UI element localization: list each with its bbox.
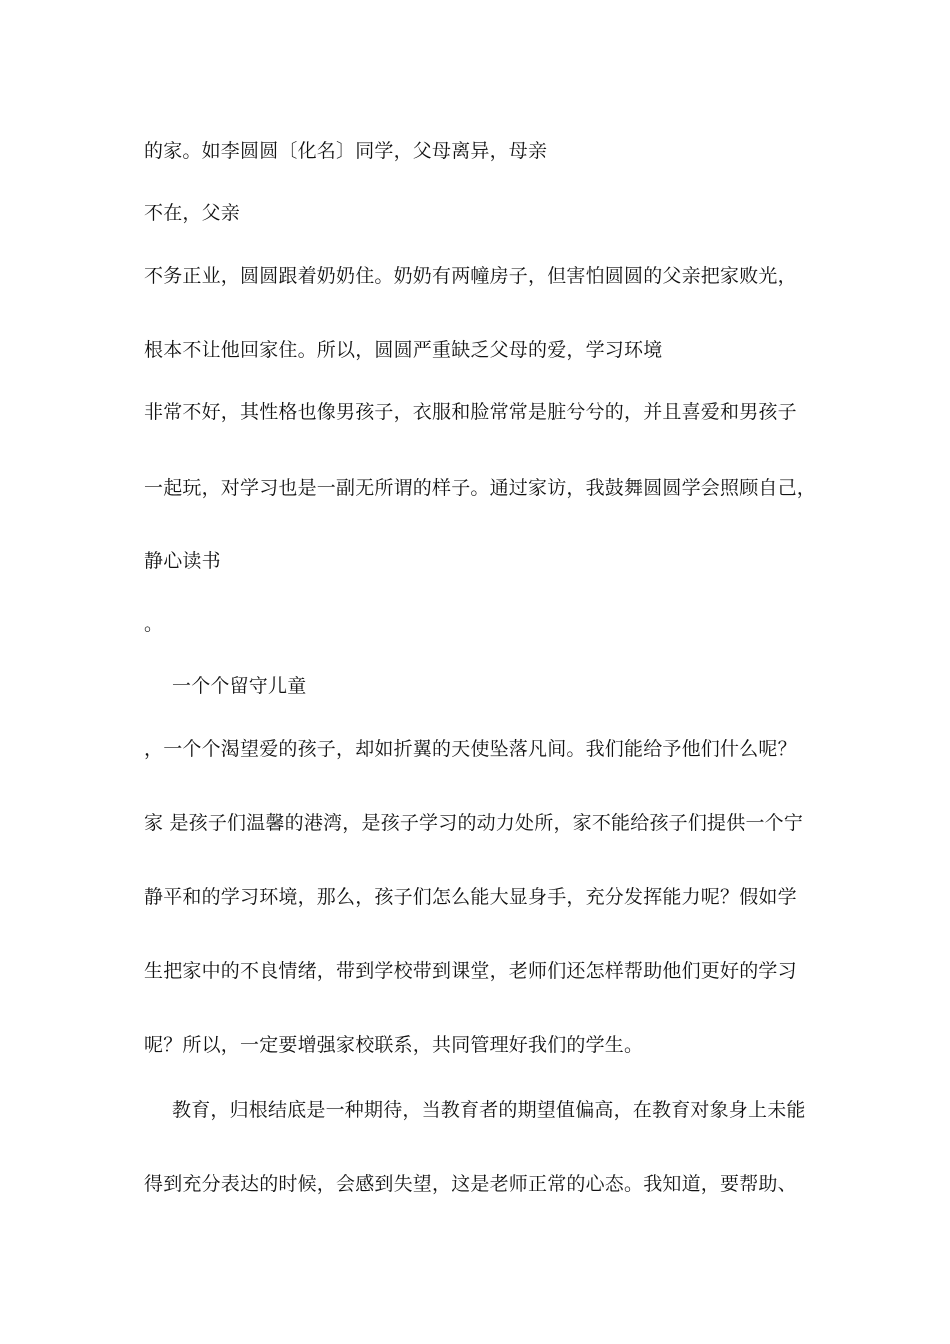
text-line-11: 家 是孩子们温馨的港湾，是孩子学习的动力处所，家不能给孩子们提供一个宁 bbox=[144, 812, 804, 834]
text-line-8: 。 bbox=[144, 613, 164, 635]
text-line-6: 一起玩，对学习也是一副无所谓的样子。通过家访，我鼓舞圆圆学会照顾自己， bbox=[144, 477, 817, 499]
text-line-1: 的家。如李圆圆〔化名〕同学，父母离异，母亲 bbox=[144, 140, 548, 162]
text-line-12: 静平和的学习环境，那么，孩子们怎么能大显身手，充分发挥能力呢？假如学 bbox=[144, 886, 797, 908]
text-line-14: 呢？所以，一定要增强家校联系，共同管理好我们的学生。 bbox=[144, 1034, 644, 1056]
text-line-5: 非常不好，其性格也像男孩子，衣服和脸常常是脏兮兮的，并且喜爱和男孩子 bbox=[144, 401, 797, 423]
text-line-15: 教育，归根结底是一种期待，当教育者的期望值偏高，在教育对象身上未能 bbox=[172, 1099, 806, 1121]
text-line-10: ，一个个渴望爱的孩子，却如折翼的天使坠落凡间。我们能给予他们什么呢？ bbox=[144, 738, 797, 760]
text-line-7: 静心读书 bbox=[144, 550, 221, 572]
text-line-16: 得到充分表达的时候，会感到失望，这是老师正常的心态。我知道，要帮助、 bbox=[144, 1173, 797, 1195]
text-line-13: 生把家中的不良情绪，带到学校带到课堂，老师们还怎样帮助他们更好的学习 bbox=[144, 960, 797, 982]
text-line-4: 根本不让他回家住。所以，圆圆严重缺乏父母的爱，学习环境 bbox=[144, 339, 663, 361]
text-line-3: 不务正业，圆圆跟着奶奶住。奶奶有两幢房子，但害怕圆圆的父亲把家败光， bbox=[144, 265, 797, 287]
text-line-9: 一个个留守儿童 bbox=[172, 675, 307, 697]
text-line-2: 不在，父亲 bbox=[144, 202, 241, 224]
